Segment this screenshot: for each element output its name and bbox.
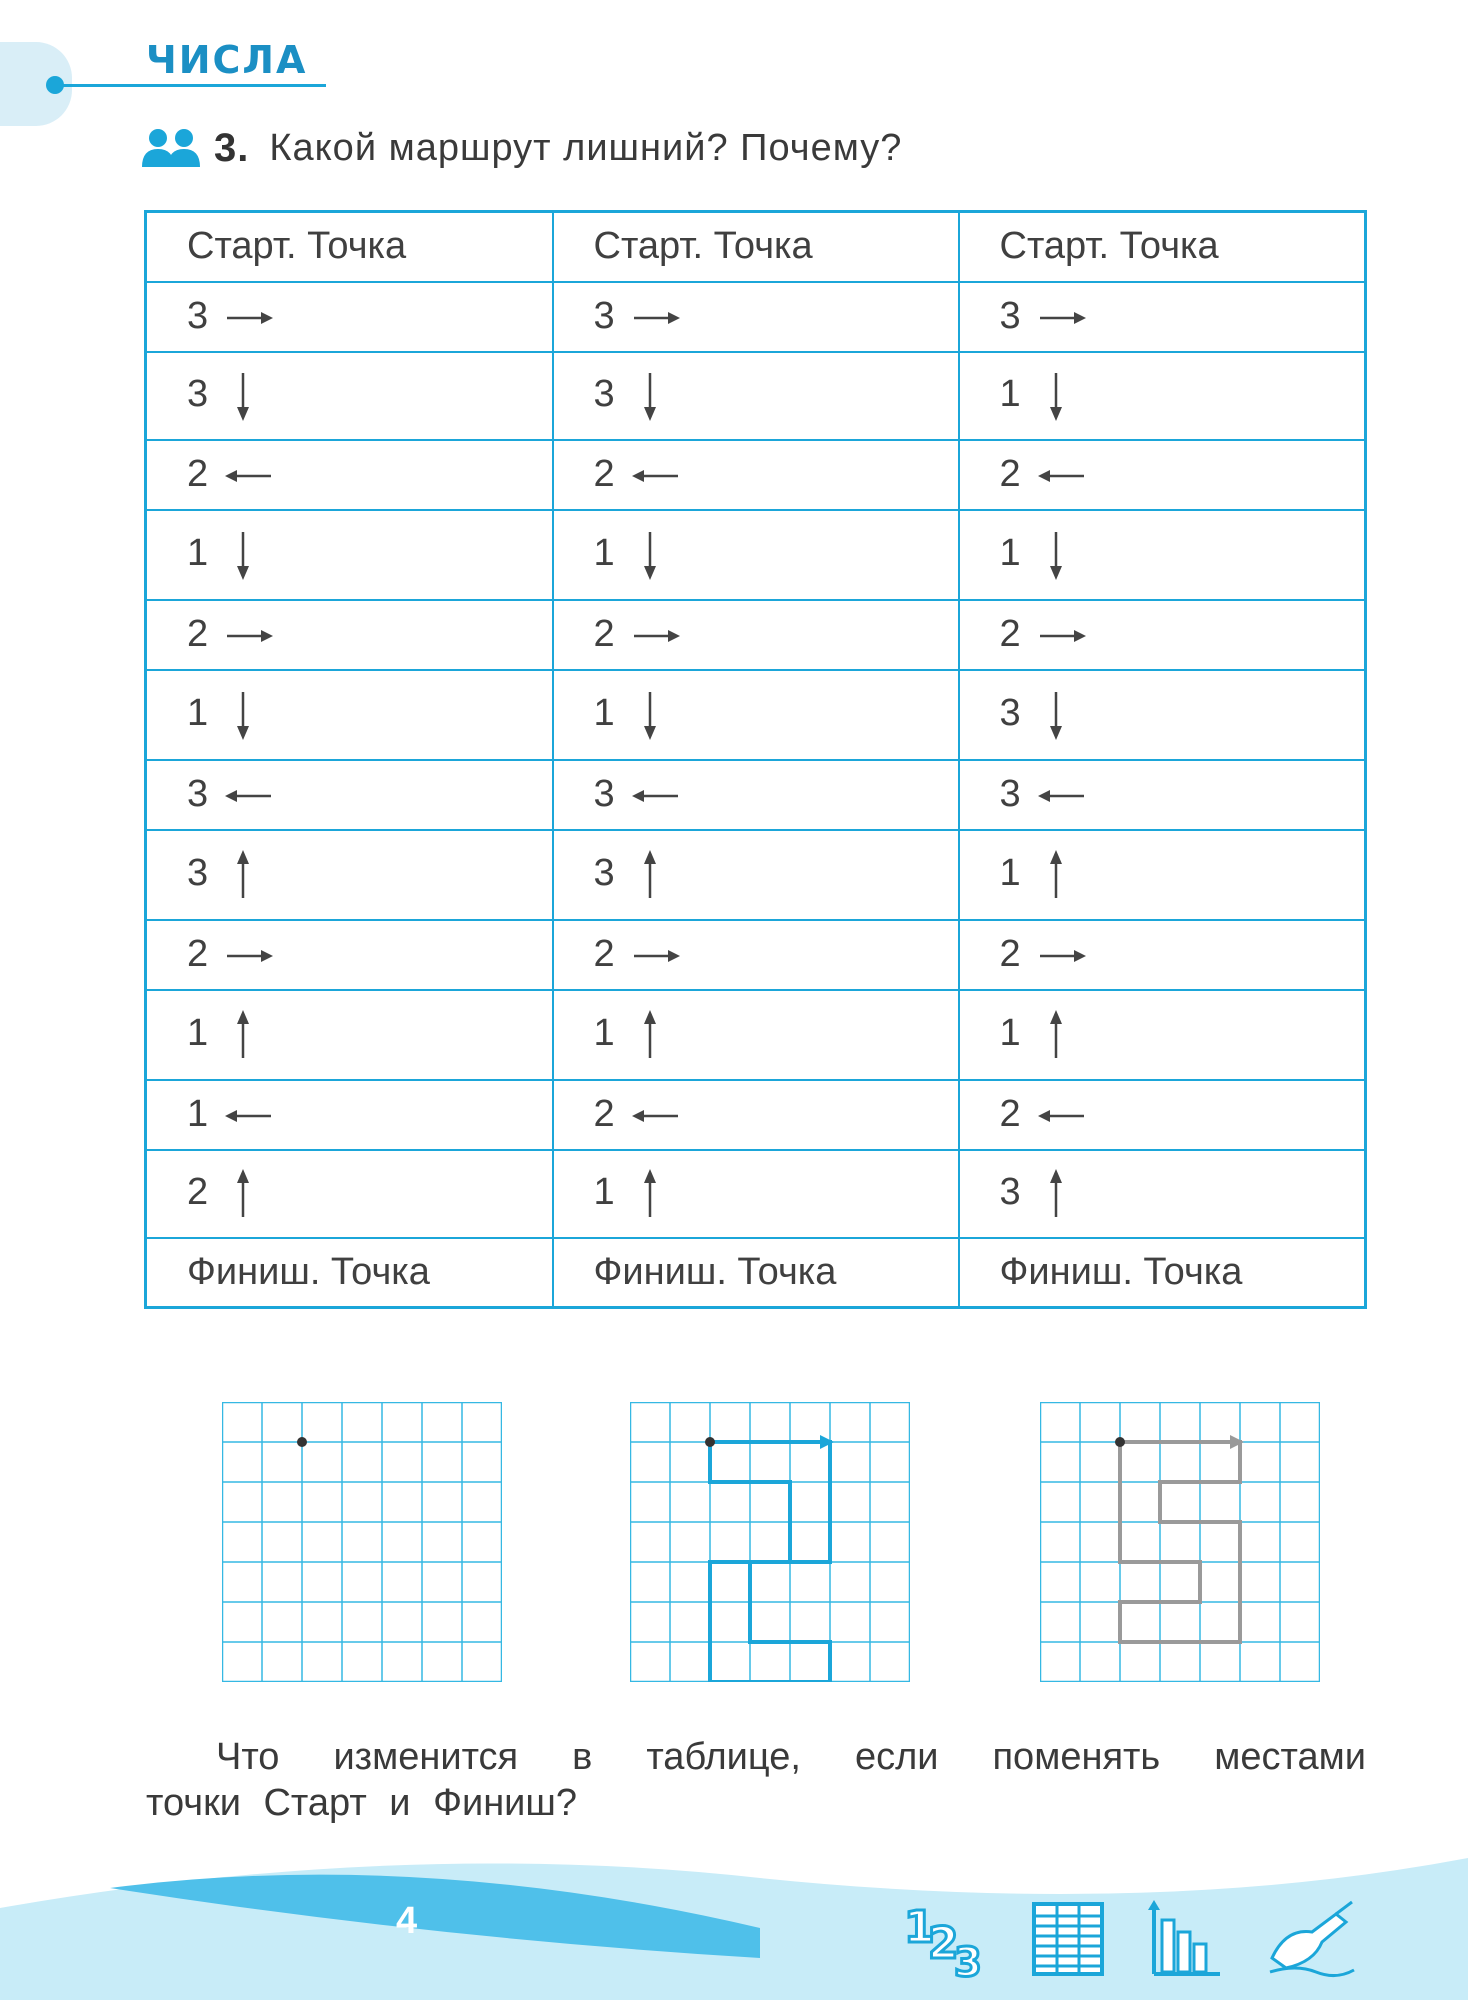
table-row-start: [146, 212, 1366, 282]
route-step: [146, 440, 553, 510]
arrow-left-icon: [632, 453, 680, 495]
route-table: [144, 210, 1367, 1309]
grid-digit-5: [1040, 1402, 1320, 1682]
finish-label: Финиш. Точка: [959, 1238, 1366, 1308]
step-count: 1: [593, 531, 615, 574]
question-word: поменять: [992, 1736, 1161, 1778]
route-step: [959, 670, 1366, 760]
start-dot: [1115, 1437, 1125, 1447]
question-word: Что: [216, 1736, 280, 1778]
route-step: [553, 600, 959, 670]
route-step: [553, 1150, 959, 1238]
arrow-left-icon: [632, 773, 680, 815]
step-count: 1: [593, 1011, 615, 1054]
route-step: [146, 600, 553, 670]
question-word: таблице,: [646, 1736, 801, 1778]
pair-icon: [140, 127, 204, 169]
step-count: 3: [187, 851, 209, 894]
arrow-up-icon: [225, 1171, 253, 1213]
route-step: [959, 1150, 1366, 1238]
abacus-icon: [1030, 1898, 1106, 1978]
arrow-right-icon: [632, 613, 680, 655]
route-step: [553, 760, 959, 830]
route-step: [146, 282, 553, 352]
table-row: [146, 600, 1366, 670]
arrow-down-icon: [632, 373, 660, 415]
step-count: 1: [187, 1011, 209, 1054]
arrow-up-icon: [1038, 1012, 1066, 1054]
svg-text:2: 2: [928, 1918, 959, 1969]
arrow-down-icon: [632, 692, 660, 734]
section-title: ЧИСЛА: [146, 38, 308, 82]
step-count: 2: [999, 933, 1021, 975]
step-count: 3: [999, 773, 1021, 815]
route-step: [553, 920, 959, 990]
question-word: если: [854, 1736, 939, 1778]
arrow-up-icon: [632, 1171, 660, 1213]
step-count: 1: [187, 531, 209, 574]
step-count: 3: [593, 773, 615, 815]
table-row: [146, 282, 1366, 352]
svg-text:1: 1: [904, 1902, 935, 1953]
grid-start-only: [222, 1402, 502, 1682]
arrow-left-icon: [1038, 453, 1086, 495]
arrow-right-icon: [225, 933, 273, 975]
arrow-right-icon: [632, 295, 680, 337]
step-count: 2: [593, 453, 615, 495]
step-count: 2: [187, 613, 209, 655]
arrow-up-icon: [632, 852, 660, 894]
question-word: в: [572, 1736, 593, 1778]
arrow-right-icon: [1038, 295, 1086, 337]
step-count: 3: [593, 372, 615, 415]
finish-label: Финиш. Точка: [146, 1238, 553, 1308]
question-line-1: [146, 1734, 1366, 1780]
step-count: 3: [187, 295, 209, 337]
section-rule: [56, 84, 326, 87]
finish-label: Финиш. Точка: [553, 1238, 959, 1308]
route-step: [553, 830, 959, 920]
step-count: 2: [593, 613, 615, 655]
task-question: Какой маршрут лишний? Почему?: [269, 126, 903, 169]
route-step: [146, 1080, 553, 1150]
route-step: [959, 440, 1366, 510]
route-step: [146, 510, 553, 600]
step-count: 3: [999, 1170, 1021, 1213]
start-label: Старт. Точка: [553, 212, 959, 282]
route-path: [1120, 1442, 1240, 1642]
route-step: [146, 1150, 553, 1238]
arrow-right-icon: [225, 295, 273, 337]
step-count: 1: [999, 531, 1021, 574]
step-count: 2: [593, 1093, 615, 1135]
step-count: 2: [187, 453, 209, 495]
arrow-down-icon: [632, 532, 660, 574]
route-step: [146, 670, 553, 760]
arrow-up-icon: [632, 1012, 660, 1054]
step-count: 2: [999, 613, 1021, 655]
arrow-left-icon: [225, 773, 273, 815]
route-step: [146, 352, 553, 440]
table-row: [146, 510, 1366, 600]
route-step: [553, 352, 959, 440]
step-count: 1: [187, 691, 209, 734]
writing-hand-icon: [1266, 1898, 1356, 1978]
table-row: [146, 1080, 1366, 1150]
step-count: 3: [593, 851, 615, 894]
arrow-down-icon: [1038, 532, 1066, 574]
step-count: 1: [999, 1011, 1021, 1054]
arrow-left-icon: [225, 453, 273, 495]
route-step: [959, 760, 1366, 830]
route-path: [710, 1442, 830, 1682]
table-row: [146, 352, 1366, 440]
arrow-down-icon: [1038, 373, 1066, 415]
start-label: Старт. Точка: [146, 212, 553, 282]
arrow-right-icon: [225, 613, 273, 655]
grid-digit-2: [630, 1402, 910, 1682]
task-number: 3.: [214, 125, 250, 170]
question-text: [146, 1734, 1366, 1826]
arrow-up-icon: [225, 1012, 253, 1054]
route-step: [146, 830, 553, 920]
question-word: местами: [1214, 1736, 1366, 1778]
table-row: [146, 830, 1366, 920]
arrow-down-icon: [225, 692, 253, 734]
step-count: 2: [999, 1093, 1021, 1135]
arrow-up-icon: [225, 852, 253, 894]
arrow-up-icon: [1038, 852, 1066, 894]
table-row-finish: [146, 1238, 1366, 1308]
step-count: 2: [187, 933, 209, 975]
table-row: [146, 990, 1366, 1080]
route-step: [146, 760, 553, 830]
route-step: [959, 600, 1366, 670]
arrow-left-icon: [1038, 1093, 1086, 1135]
arrow-right-icon: [632, 933, 680, 975]
arrow-left-icon: [632, 1093, 680, 1135]
step-count: 3: [187, 773, 209, 815]
numbers-123-icon: [900, 1898, 990, 1978]
question-word: изменится: [333, 1736, 519, 1778]
table-row: [146, 1150, 1366, 1238]
arrow-down-icon: [1038, 692, 1066, 734]
step-count: 2: [999, 453, 1021, 495]
start-label: Старт. Точка: [959, 212, 1366, 282]
page-number: 4: [396, 1900, 418, 1942]
bar-chart-icon: [1146, 1898, 1226, 1978]
table-row: [146, 920, 1366, 990]
arrow-left-icon: [1038, 773, 1086, 815]
route-step: [959, 920, 1366, 990]
step-count: 3: [999, 295, 1021, 337]
route-step: [553, 670, 959, 760]
footer-icons: [900, 1898, 1356, 1978]
question-line-2: точки Старт и Финиш?: [146, 1782, 578, 1824]
route-step: [553, 440, 959, 510]
arrow-right-icon: [1038, 933, 1086, 975]
route-step: [553, 510, 959, 600]
step-count: 3: [187, 372, 209, 415]
step-count: 1: [593, 691, 615, 734]
step-count: 1: [999, 372, 1021, 415]
route-step: [959, 510, 1366, 600]
step-count: 1: [187, 1093, 209, 1135]
step-count: 1: [593, 1170, 615, 1213]
route-step: [553, 282, 959, 352]
route-step: [959, 830, 1366, 920]
table-row: [146, 670, 1366, 760]
table-row: [146, 440, 1366, 510]
svg-text:3: 3: [954, 1940, 982, 1978]
start-dot: [705, 1437, 715, 1447]
section-dot-icon: [46, 76, 64, 94]
route-step: [553, 990, 959, 1080]
route-step: [146, 920, 553, 990]
route-step: [959, 1080, 1366, 1150]
arrow-down-icon: [225, 532, 253, 574]
route-step: [959, 282, 1366, 352]
step-count: 1: [999, 851, 1021, 894]
start-dot: [297, 1437, 307, 1447]
step-count: 3: [593, 295, 615, 337]
route-step: [959, 352, 1366, 440]
route-step: [146, 990, 553, 1080]
step-count: 2: [593, 933, 615, 975]
route-step: [959, 990, 1366, 1080]
arrow-left-icon: [225, 1093, 273, 1135]
arrow-down-icon: [225, 373, 253, 415]
step-count: 3: [999, 691, 1021, 734]
step-count: 2: [187, 1170, 209, 1213]
arrow-right-icon: [1038, 613, 1086, 655]
route-step: [553, 1080, 959, 1150]
task-heading: [140, 120, 902, 176]
table-row: [146, 760, 1366, 830]
arrow-up-icon: [1038, 1171, 1066, 1213]
